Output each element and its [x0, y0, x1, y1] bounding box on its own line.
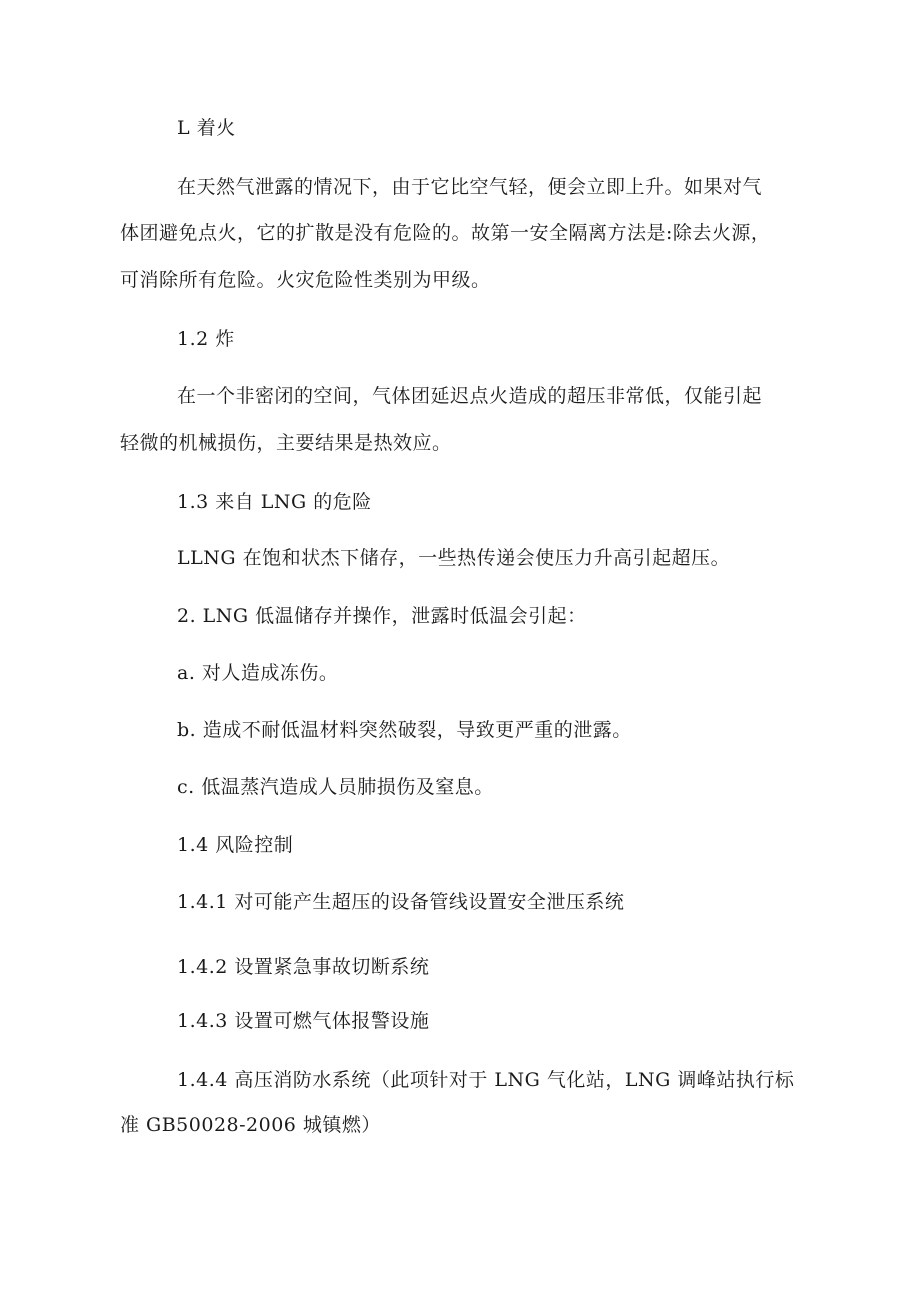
control-item-2: 1.4.2 设置紧急事故切断系统 [177, 956, 430, 978]
heading-lng-hazard: 1.3 来自 LNG 的危险 [177, 491, 372, 513]
list-item-c: c. 低温蒸汽造成人员肺损伤及窒息。 [177, 776, 494, 798]
heading-fire: L 着火 [177, 117, 236, 139]
list-item-2: 2. LNG 低温储存并操作，泄露时低温会引起： [177, 605, 587, 627]
list-item-b: b. 造成不耐低温材料突然破裂，导致更严重的泄露。 [177, 719, 632, 741]
list-item-1: LLNG 在饱和状杰下储存，一些热传递会使压力升高引起超压。 [177, 547, 731, 569]
paragraph-fire-line-2: 体团避免点火，它的扩散是没有危险的。故第一安全隔离方法是:除去火源， [120, 222, 771, 244]
list-item-a: a. 对人造成冻伤。 [177, 662, 339, 684]
control-item-4-line-2: 准 GB50028-2006 城镇燃） [120, 1114, 381, 1136]
paragraph-explosion-line-2: 轻微的机械损伤，主要结果是热效应。 [120, 432, 452, 454]
control-item-4-line-1: 1.4.4 高压消防水系统（此项针对于 LNG 气化站，LNG 调峰站执行标 [177, 1069, 795, 1091]
paragraph-explosion-line-1: 在一个非密闭的空间，气体团延迟点火造成的超压非常低，仅能引起 [177, 385, 763, 407]
paragraph-fire-line-3: 可消除所有危险。火灾危险性类别为甲级。 [120, 269, 491, 291]
paragraph-fire-line-1: 在天然气泄露的情况下，由于它比空气轻，便会立即上升。如果对气 [177, 176, 763, 198]
heading-risk-control: 1.4 风险控制 [177, 834, 294, 856]
heading-explosion: 1.2 炸 [177, 328, 235, 350]
control-item-1: 1.4.1 对可能产生超压的设备管线设置安全泄压系统 [177, 891, 625, 913]
control-item-3: 1.4.3 设置可燃气体报警设施 [177, 1010, 430, 1032]
